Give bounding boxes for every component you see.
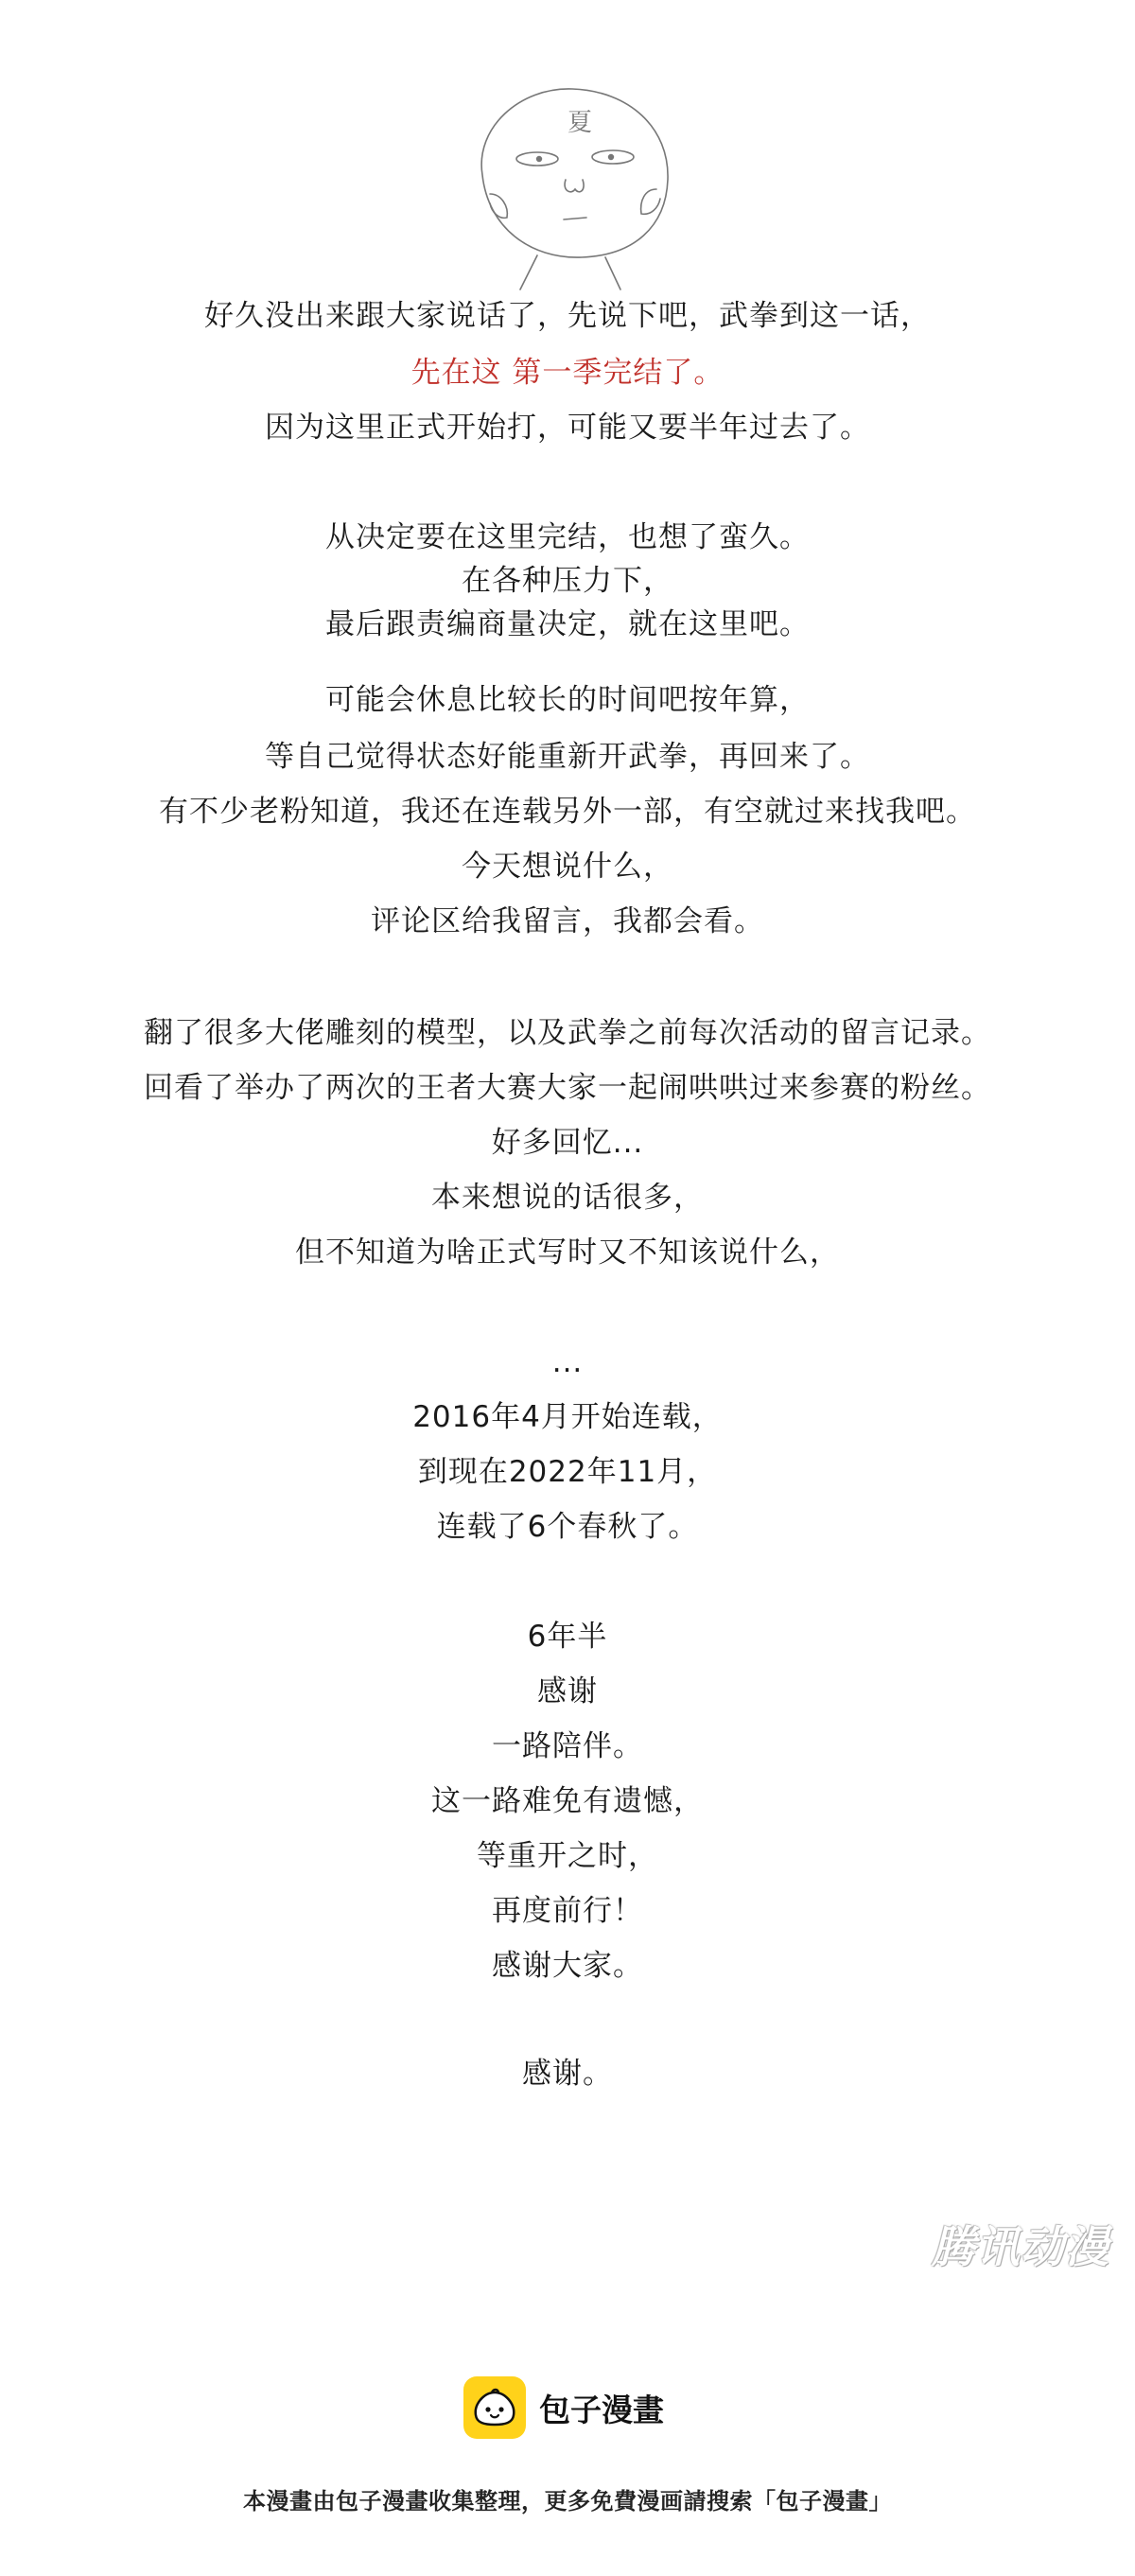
text-line: 本来想说的话很多， bbox=[431, 1181, 704, 1215]
text-line: 今天想说什么， bbox=[462, 850, 673, 884]
tencent-comic-watermark: 腾讯动漫 bbox=[932, 2221, 1109, 2272]
text-line: 从决定要在这里完结，也想了蛮久。 bbox=[325, 520, 810, 554]
text-line: 感谢 bbox=[537, 1674, 598, 1709]
text-line: ... bbox=[551, 1345, 584, 1379]
text-line: 6年半 bbox=[527, 1620, 608, 1654]
text-line: 等重开之时， bbox=[477, 1839, 658, 1873]
text-line: 感谢。 bbox=[522, 2057, 613, 2091]
text-line: 但不知道为啥正式写时又不知该说什么， bbox=[295, 1235, 840, 1270]
bun-icon bbox=[463, 2376, 526, 2439]
text-line: 评论区给我留言，我都会看。 bbox=[371, 904, 764, 938]
brand-name: 包子漫畫 bbox=[539, 2391, 664, 2428]
footer-notice: 本漫畫由包子漫畫收集整理，更多免費漫画請搜索「包子漫畫」 bbox=[243, 2488, 892, 2515]
text-line: 再度前行！ bbox=[492, 1894, 643, 1928]
text-line: 感谢大家。 bbox=[492, 1949, 643, 1983]
text-line: 最后跟责编商量决定，就在这里吧。 bbox=[325, 607, 810, 641]
text-line: 2016年4月开始连载， bbox=[412, 1400, 723, 1434]
sketch-forehead-character: 夏 bbox=[568, 109, 593, 137]
text-line: 连载了6个春秋了。 bbox=[436, 1510, 699, 1544]
text-line: 有不少老粉知道，我还在连载另外一部，有空就过来找我吧。 bbox=[159, 795, 976, 829]
text-line: 一路陪伴。 bbox=[492, 1729, 643, 1763]
brand-logo-block[interactable] bbox=[463, 2376, 664, 2439]
text-line: 翻了很多大佬雕刻的模型，以及武拳之前每次活动的留言记录。 bbox=[144, 1016, 991, 1050]
text-line: 可能会休息比较长的时间吧按年算， bbox=[325, 683, 810, 717]
author-sketch-illustration bbox=[454, 76, 690, 303]
text-line: 好久没出来跟大家说话了，先说下吧，武拳到这一话， bbox=[204, 299, 931, 333]
text-line: 好多回忆... bbox=[491, 1126, 644, 1160]
text-line: 这一路难免有遗憾， bbox=[431, 1784, 704, 1818]
text-line: 到现在2022年11月， bbox=[417, 1455, 718, 1489]
text-line: 因为这里正式开始打，可能又要半年过去了。 bbox=[265, 411, 870, 445]
text-line-highlight: 先在这 第一季完结了。 bbox=[410, 356, 725, 390]
text-line: 回看了举办了两次的王者大赛大家一起闹哄哄过来参赛的粉丝。 bbox=[144, 1071, 991, 1105]
text-line: 在各种压力下， bbox=[462, 564, 673, 598]
text-line: 等自己觉得状态好能重新开武拳，再回来了。 bbox=[265, 740, 870, 774]
